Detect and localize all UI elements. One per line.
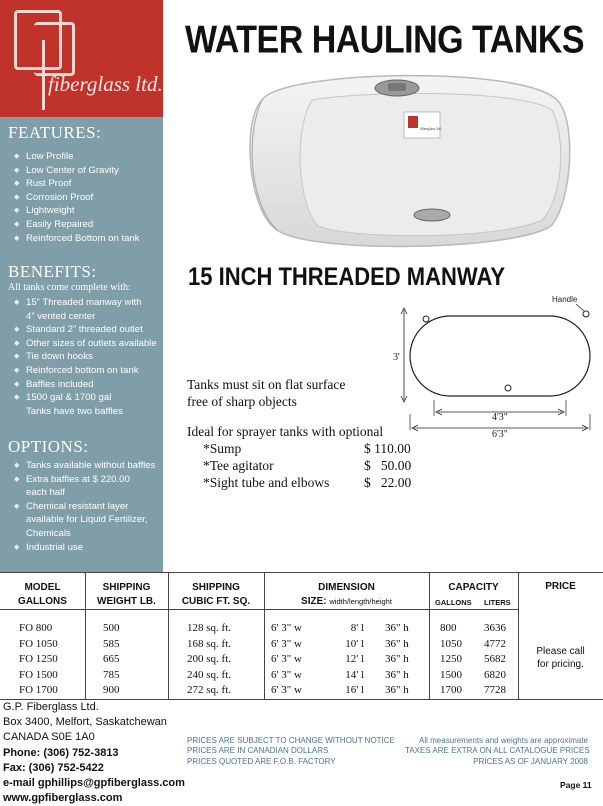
- benefits-heading: BENEFITS:: [8, 262, 97, 281]
- table-cell: 10' l: [345, 637, 364, 650]
- tank-illustration: [222, 60, 582, 250]
- table-cell: FO 1050: [19, 637, 58, 650]
- table-cell: 665: [103, 653, 120, 666]
- features-heading: FEATURES:: [8, 123, 102, 142]
- table-cell: 900: [103, 684, 120, 697]
- table-cell: 36" h: [385, 637, 409, 650]
- company-name: G.P. Fiberglass Ltd.: [3, 701, 99, 713]
- table-cell: 3636: [484, 622, 506, 634]
- website[interactable]: www.gpfiberglass.com: [3, 792, 123, 805]
- table-cell: 6820: [484, 668, 506, 681]
- table-cell: 500: [103, 622, 120, 634]
- header-weight: SHIPPING WEIGHT LB.: [97, 582, 156, 607]
- right-handle-icon: [583, 311, 589, 317]
- options-heading: OPTIONS:: [8, 437, 89, 456]
- surface-note-line2: free of sharp objects: [187, 394, 297, 409]
- feature-item: ◆ Easily Repaired: [14, 218, 160, 232]
- feature-item: ◆ Low Center of Gravity: [14, 164, 160, 178]
- table-cell: 6' 3" w: [271, 637, 302, 650]
- outlet-icon: [505, 385, 511, 391]
- optional-heading: Ideal for sprayer tanks with optional: [187, 424, 384, 439]
- table-cell: 7728: [484, 684, 506, 697]
- option-item: ◆ Chemical resistant layer available for Liquid Fertilizer, Chemicals: [14, 500, 160, 541]
- logo-p-shape: [34, 22, 75, 76]
- table-cell: 6' 3" w: [271, 622, 302, 634]
- benefit-item: ◆ Baffles included: [14, 378, 160, 392]
- header-cubic: SHIPPING CUBIC FT. SQ.: [181, 582, 251, 607]
- column-width: [271, 621, 302, 699]
- option-item: ◆ Tanks available without baffles: [14, 459, 160, 473]
- optional-item-name: *Tee agitator: [203, 458, 274, 473]
- feature-item: ◆ Corrosion Proof: [14, 191, 160, 205]
- column-height: [385, 621, 409, 699]
- handle-label: Handle: [552, 295, 578, 304]
- feature-item: ◆ Low Profile: [14, 150, 160, 164]
- table-cell: 36" h: [385, 653, 409, 666]
- address-line1: Box 3400, Melfort, Saskatchewan: [3, 716, 167, 729]
- column-gallons: [440, 621, 462, 699]
- table-cell: 14' l: [345, 668, 364, 681]
- footnotes-left: PRICES ARE SUBJECT TO CHANGE WITHOUT NOTICE PRICES ARE IN CANADIAN DOLLARS PRICES QUOTED ARE F.O.B. FACTORY: [187, 736, 395, 766]
- table-cell: 12' l: [345, 653, 364, 666]
- header-gallons: GALLONS: [435, 598, 472, 607]
- surface-note-line1: Tanks must sit on flat surface: [187, 377, 346, 392]
- sidebar: [0, 117, 163, 572]
- benefits-list: [14, 296, 160, 418]
- table-cell: 1250: [440, 653, 462, 666]
- benefit-item: ◆ 1500 gal & 1700 gal Tanks have two baffles: [14, 391, 160, 418]
- table-cell: 6' 3" w: [271, 684, 302, 697]
- optional-item-name: *Sump: [203, 441, 242, 456]
- tank-outline: [410, 316, 590, 396]
- benefit-item: ◆ Standard 2” threaded outlet: [14, 323, 160, 337]
- table-cell: FO 800: [19, 622, 53, 634]
- table-cell: FO 1500: [19, 668, 58, 681]
- benefits-subheading: All tanks come complete with:: [8, 282, 131, 293]
- feature-item: ◆ Reinforced Bottom on tank: [14, 232, 160, 246]
- table-cell: 200 sq. ft.: [187, 653, 231, 666]
- tank-badge: [404, 112, 442, 138]
- benefit-item: ◆ Tie down hooks: [14, 350, 160, 364]
- page-number: Page 11: [560, 780, 592, 790]
- logo-stem: [42, 40, 45, 110]
- table-cell: 5682: [484, 653, 506, 666]
- column-model: [19, 621, 58, 699]
- column-liters: [484, 621, 506, 699]
- features-list: [14, 150, 160, 245]
- benefit-item: ◆ Other sizes of outlets available: [14, 337, 160, 351]
- column-cubic: [187, 621, 231, 699]
- optional-item-price: $ 22.00: [364, 475, 412, 490]
- options-list: [14, 459, 160, 554]
- footnotes-right: All measurements and weights are approximate TAXES ARE EXTRA ON ALL CATALOGUE PRICES PRICES AS OF JANUARY 2008: [405, 736, 590, 766]
- header-capacity: CAPACITY GALLONS LITERS: [429, 581, 518, 609]
- feature-item: ◆ Lightweight: [14, 204, 160, 218]
- price-note: Please call for pricing.: [536, 646, 585, 670]
- contact-block: [3, 700, 185, 806]
- table-cell: 785: [103, 668, 120, 681]
- column-weight: [103, 621, 120, 699]
- header-price: PRICE: [545, 581, 576, 592]
- benefit-item: ◆ Reinforced bottom on tank: [14, 364, 160, 378]
- specifications-table: [0, 572, 603, 700]
- table-cell: 585: [103, 637, 120, 650]
- table-cell: FO 1700: [19, 684, 58, 697]
- tank-badge-text: fiberglass ltd.: [420, 126, 442, 131]
- tank-dimension-diagram: [370, 288, 600, 440]
- phone: Phone: (306) 752-3813: [3, 746, 119, 759]
- table-cell: 16' l: [345, 684, 364, 697]
- table-cell: 6' 3" w: [271, 653, 302, 666]
- table-cell: 168 sq. ft.: [187, 637, 231, 650]
- outer-width-label: 6'3": [492, 429, 508, 440]
- page-title: WATER HAULING TANKS: [185, 18, 585, 62]
- fax: Fax: (306) 752-5422: [3, 761, 104, 774]
- table-cell: 36" h: [385, 684, 409, 697]
- table-cell: 1500: [440, 668, 462, 681]
- logo-text: fiberglass ltd.: [48, 72, 163, 96]
- table-cell: 6' 3" w: [271, 668, 302, 681]
- table-cell: 240 sq. ft.: [187, 668, 231, 681]
- table-cell: 36" h: [385, 622, 409, 634]
- inner-width-label: 4'3": [492, 412, 508, 423]
- table-cell: 1050: [440, 637, 462, 650]
- header-model: MODEL GALLONS: [18, 582, 67, 607]
- table-cell: 8' l: [350, 622, 364, 634]
- header-liters: LITERS: [484, 598, 511, 607]
- company-logo: [0, 0, 163, 117]
- table-cell: 36" h: [385, 668, 409, 681]
- email[interactable]: e-mail gphillips@gpfiberglass.com: [3, 777, 185, 790]
- option-item: ◆ Extra baffles at $ 220.00 each half: [14, 473, 160, 500]
- optional-item-name: *Sight tube and elbows: [203, 475, 330, 490]
- column-length: [340, 621, 364, 699]
- option-item: ◆ Industrial use: [14, 541, 160, 555]
- optional-item-price: $ 50.00: [364, 458, 412, 473]
- address-line2: CANADA S0E 1A0: [3, 731, 95, 744]
- benefit-item: ◆ 15” Threaded manway with 4” vented center: [14, 296, 160, 323]
- subtitle: 15 INCH THREADED MANWAY: [188, 262, 506, 291]
- height-label: 3': [393, 352, 400, 363]
- table-cell: 800: [440, 622, 457, 634]
- header-dimension: DIMENSION SIZE: width/length/height: [301, 582, 392, 607]
- table-cell: FO 1250: [19, 653, 58, 666]
- table-cell: 128 sq. ft.: [187, 622, 231, 634]
- optional-item-price: $ 110.00: [364, 441, 411, 456]
- table-cell: 1700: [440, 684, 462, 697]
- table-cell: 272 sq. ft.: [187, 684, 231, 697]
- table-cell: 4772: [484, 637, 506, 650]
- feature-item: ◆ Rust Proof: [14, 177, 160, 191]
- left-handle-icon: [423, 316, 429, 322]
- surface-note: [187, 376, 345, 410]
